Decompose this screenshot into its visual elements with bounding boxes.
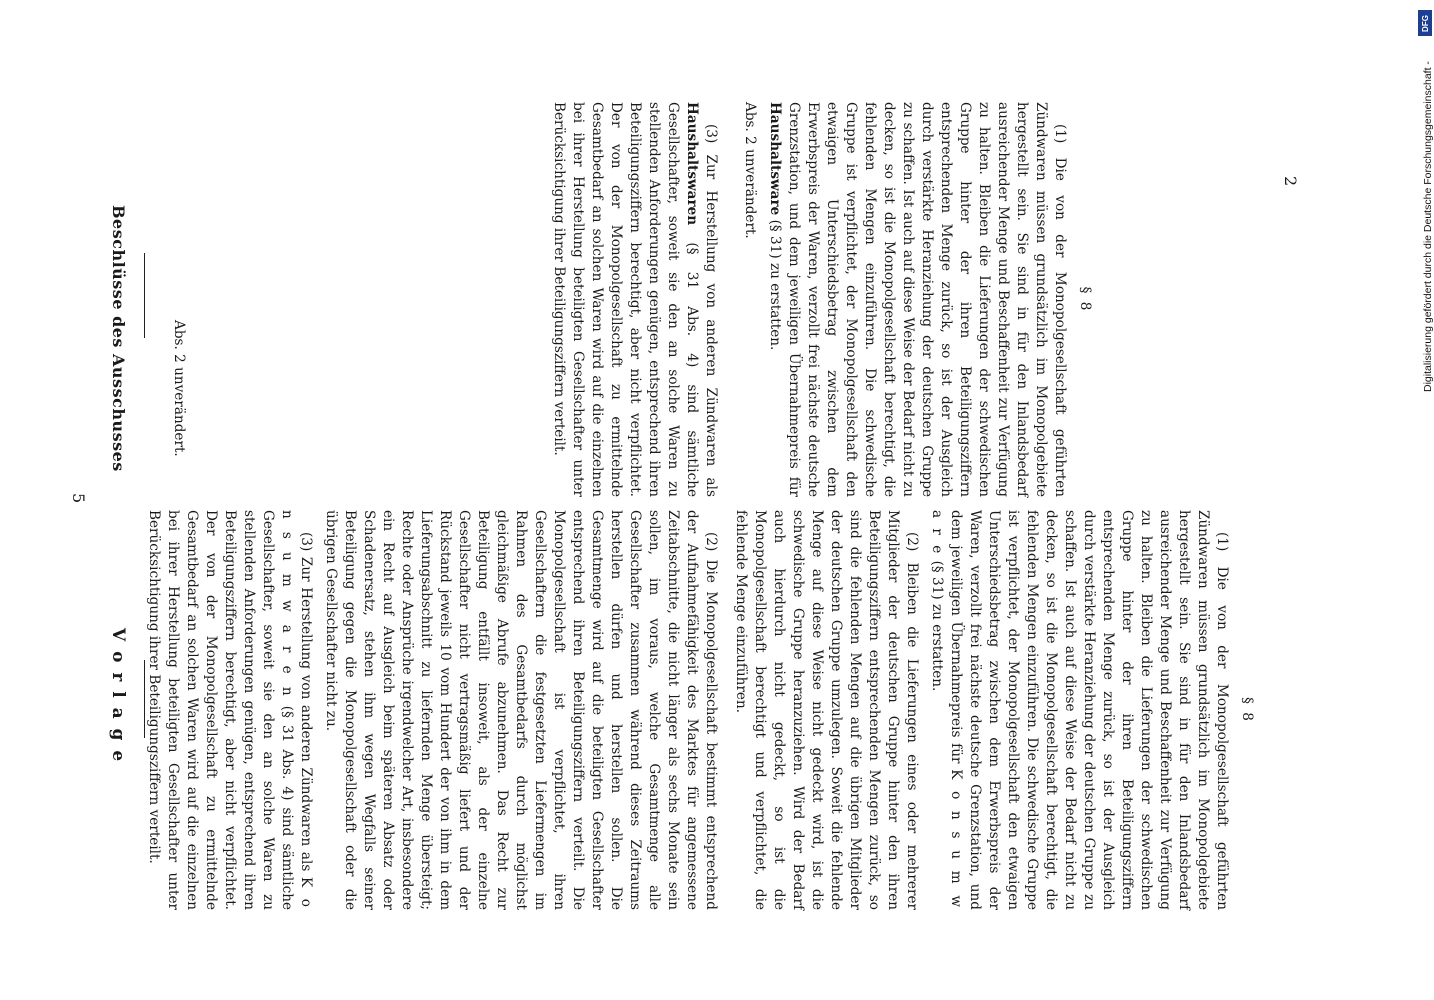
left-section-8: § 8: [1239, 697, 1255, 723]
dfg-logo: [1418, 10, 1432, 36]
right-section-8-paragraph-1: [765, 102, 1069, 497]
right-heading-rule: [144, 253, 145, 338]
right-abs2-b: Abs. 2 unverändert.: [742, 102, 758, 239]
left-section-8-paragraph-2: (2) Bleiben die Lieferungen eines oder mehrerer Mitglieder der deutschen Gruppe hinter den ihren Beteiligungsziffern entsprechenden Mengen zurück, so sind die fehlenden Mengen auf die übrigen Mitglieder der deutschen Gruppe umzulegen. Soweit die fehlende Menge auf diese Weise nicht gedeckt wird, ist die schwedische Gruppe heranzuziehen. Wird der Bedarf auch hierdurch nicht gedeckt, so ist die Monopolgesellschaft berechtigt und verpflichtet, die fehlende Menge einzuführen.: [733, 510, 920, 910]
left-s8-p1-label: K o n s u m w a r e: [929, 510, 964, 910]
right-s8-p1-label: Haushaltsware: [767, 102, 783, 216]
right-text-block-2: [734, 102, 1100, 497]
right-p3-post: (§ 31 Abs. 4) sind sämtliche Gesellschafter, soweit sie den an solche Waren zu stellenden Anforderungen genügen, entsprechend ihren Beteiligungsziffern berechtigt, aber nicht verpflichtet. Der von der Monopolgesellschaft zu ermittelnde Gesamtbedarf an solchen Waren wird auf die einzelnen bei ihrer Herstellung beteiligten Gesellschafter unter Berücksichtigung ihrer Beteiligungsziffern verteilt.: [551, 102, 700, 498]
right-p3-pre: (3) Zur Herstellung von anderen Zündwaren als: [703, 124, 719, 497]
left-heading: V o r l a g e: [108, 628, 128, 764]
left-text-block-2: [725, 510, 1262, 910]
left-p3-pre: (3) Zur Herstellung von anderen Zündwaren als: [298, 532, 314, 872]
left-text-block-1: [138, 510, 720, 910]
dfg-logo-text: DFG: [1420, 14, 1430, 32]
left-s8-p1-post: (§ 31) zu erstatten.: [929, 560, 945, 692]
left-section-8-paragraph-1: [927, 510, 1231, 910]
right-s8-p1-text: (1) Die von der Monopolgesellschaft geführten Zündwaren müssen grundsätzlich im Monopolgebiete hergestellt sein. Sie sind in für den Inlandsbedarf ausreichender Menge und Beschaffenheit zur Verfügung zu halten. Bleiben die Lieferungen der schwedischen Gruppe hinter der ihren Beteiligungsziffern entsprechenden Menge zurück, so ist der Ausgleich durch verstärkte Heranziehung der deutschen Gruppe zu schaffen. Ist auch auf diese Weise der Bedarf nicht zu decken, so ist die Monopolgesellschaft berechtigt, die fehlenden Mengen einzuführen. Die schwedische Gruppe ist verpflichtet, der Monopolgesellschaft den etwaigen Unterschiedsbetrag zwischen dem Erwerbspreis der Waren, verzollt frei nächste deutsche Grenzstation, und dem jeweiligen Übernahmepreis für: [786, 102, 1068, 497]
left-p3-post: (§ 31 Abs. 4) sind sämtliche Gesellschafter, soweit sie den an solche Waren zu stellenden Anforderungen genügen, entsprechend ihren Beteiligungsziffern berechtigt, aber nicht verpflichtet. Der von der Monopolgesellschaft zu ermittelnde Gesamtbedarf an solchen Waren wird auf die einzelnen bei ihrer Herstellung beteiligten Gesellschafter unter Berücksichtigung ihrer Beteiligungsziffern verteilt.: [146, 510, 295, 910]
right-s8-p1-post: (§ 31) zu erstatten.: [767, 219, 783, 351]
page-number-bottom: 2: [1281, 176, 1300, 187]
left-p3-label: K o n s u m w a r e n: [279, 510, 314, 910]
right-text-block-0: [163, 320, 188, 480]
right-paragraph-3: [549, 102, 720, 497]
right-text-block-1: [543, 102, 720, 497]
page-number-top: 5: [69, 493, 88, 504]
right-heading: Beschlüsse des Ausschusses: [109, 205, 128, 472]
right-p3-label: Haushaltswaren: [684, 102, 700, 226]
left-paragraph-2: (2) Die Monopolgesellschaft bestimmt entsprechend der Aufnahmefähigkeit des Marktes für angemessene Zeitabschnitte, die nicht länger als sechs Monate sein sollen, im voraus, welche Gesamtmenge alle Gesellschafter zusammen während dieses Zeitraums herstellen dürfen und herstellen sollen. Die Gesamtmenge wird auf die beteiligten Gesellschafter entsprechend ihren Beteiligungsziffern verteilt. Die Monopolgesellschaft ist verpflichtet, ihren Gesellschaftern die festgesetzten Liefermengen im Rahmen des Gesamtbedarfs durch möglichst gleichmäßige Abrufe abzunehmen. Das Recht zur Beteiligung entfällt insoweit, als der einzelne Gesellschafter nicht vertragsmäßig liefert und der Rückstand jeweils 10 vom Hundert der von ihm in dem Lieferungsabschnitt zu liefernden Menge übersteigt; Rechte oder Ansprüche irgendwelcher Art, insbesondere ein Recht auf Ausgleich beim späteren Absatz oder Schadenersatz, stehen ihm wegen Wegfalls seiner Beteiligung gegen die Monopolgesellschaft oder die übrigen Gesellschafter nicht zu.: [323, 510, 719, 910]
digitization-credit: Digitalisierung gefördert durch die Deutsche Forschungsgemeinschaft -: [1422, 61, 1434, 392]
right-abs2-a: Abs. 2 unverändert.: [171, 320, 187, 457]
left-paragraph-3: [144, 510, 315, 910]
right-section-8: § 8: [1077, 286, 1093, 313]
left-s8-p1-text: (1) Die von der Monopolgesellschaft geführten Zündwaren müssen grundsätzlich im Monopolgebiete hergestellt sein. Sie sind in für den Inlandsbedarf ausreichender Menge und Beschaffenheit zur Verfügung zu halten. Bleiben die Lieferungen der schwedischen Gruppe hinter der ihren Beteiligungsziffern entsprechenden Menge zurück, so ist der Ausgleich durch verstärkte Heranziehung der deutschen Gruppe zu schaffen. Ist auch auf diese Weise der Bedarf nicht zu decken, so ist die Monopolgesellschaft berechtigt, die fehlenden Mengen einzuführen. Die schwedische Gruppe ist verpflichtet, der Monopolgesellschaft den etwaigen Unterschiedsbetrag zwischen dem Erwerbspreis der Waren, verzollt frei nächste deutsche Grenzstation, und dem jeweiligen Übernahmepreis für: [948, 510, 1230, 910]
